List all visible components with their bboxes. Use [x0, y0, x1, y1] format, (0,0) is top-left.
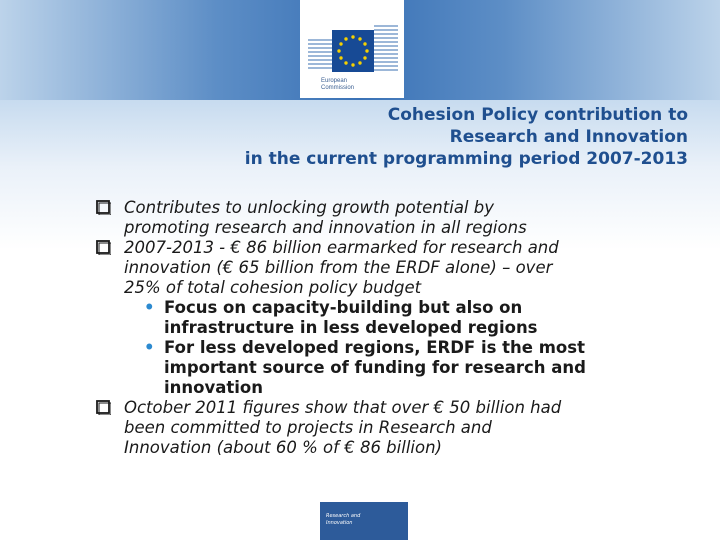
slide-title: [128, 104, 688, 170]
list-item: [96, 398, 706, 458]
footer-text: [326, 513, 360, 527]
checkbox-bullet-icon: [96, 200, 111, 215]
dot-bullet-icon: •: [144, 298, 155, 317]
title-line3: in the current programming period 2007-2013: [244, 149, 688, 169]
sub-bullet-text: Focus on capacity-building but also on: [164, 298, 523, 317]
list-item: [96, 238, 706, 298]
dot-bullet-icon: •: [144, 338, 155, 357]
ec-logo-text: [321, 78, 401, 92]
footer-line1: Research and: [326, 513, 361, 519]
bullet-text: promoting research and innovation in all regions: [124, 218, 527, 237]
bullet-text: Innovation (about 60 % of € 86 billion): [124, 438, 442, 457]
title-line2: Research and Innovation: [449, 127, 688, 147]
bullet-text: 25% of total cohesion policy budget: [124, 278, 422, 297]
title-line1: Cohesion Policy contribution to: [387, 105, 688, 125]
sub-bullet-text: For less developed regions, ERDF is the most: [164, 338, 585, 357]
bullet-text: innovation (€ 65 billion from the ERDF alone) – over: [124, 258, 553, 277]
list-item: [96, 198, 706, 238]
org-line1: European: [321, 78, 348, 84]
checkbox-bullet-icon: [96, 400, 111, 415]
footer-line2: Innovation: [326, 520, 353, 526]
footer-badge: [320, 502, 408, 540]
bullet-text: 2007-2013 - € 86 billion earmarked for research and: [124, 238, 559, 257]
bullet-list: [96, 198, 706, 458]
sub-bullet-text: important source of funding for research and: [164, 358, 586, 377]
sub-bullet-text: infrastructure in less developed regions: [164, 318, 538, 337]
sub-bullet-text: innovation: [164, 378, 263, 397]
checkbox-bullet-icon: [96, 240, 111, 255]
bullet-text: been committed to projects in Research and: [124, 418, 492, 437]
bullet-text: October 2011 figures show that over € 50 billion had: [124, 398, 562, 417]
sub-list-item: [130, 338, 706, 398]
bullet-text: Contributes to unlocking growth potential by: [124, 198, 494, 217]
org-line2: Commission: [321, 85, 355, 91]
sub-list-item: [130, 298, 706, 338]
